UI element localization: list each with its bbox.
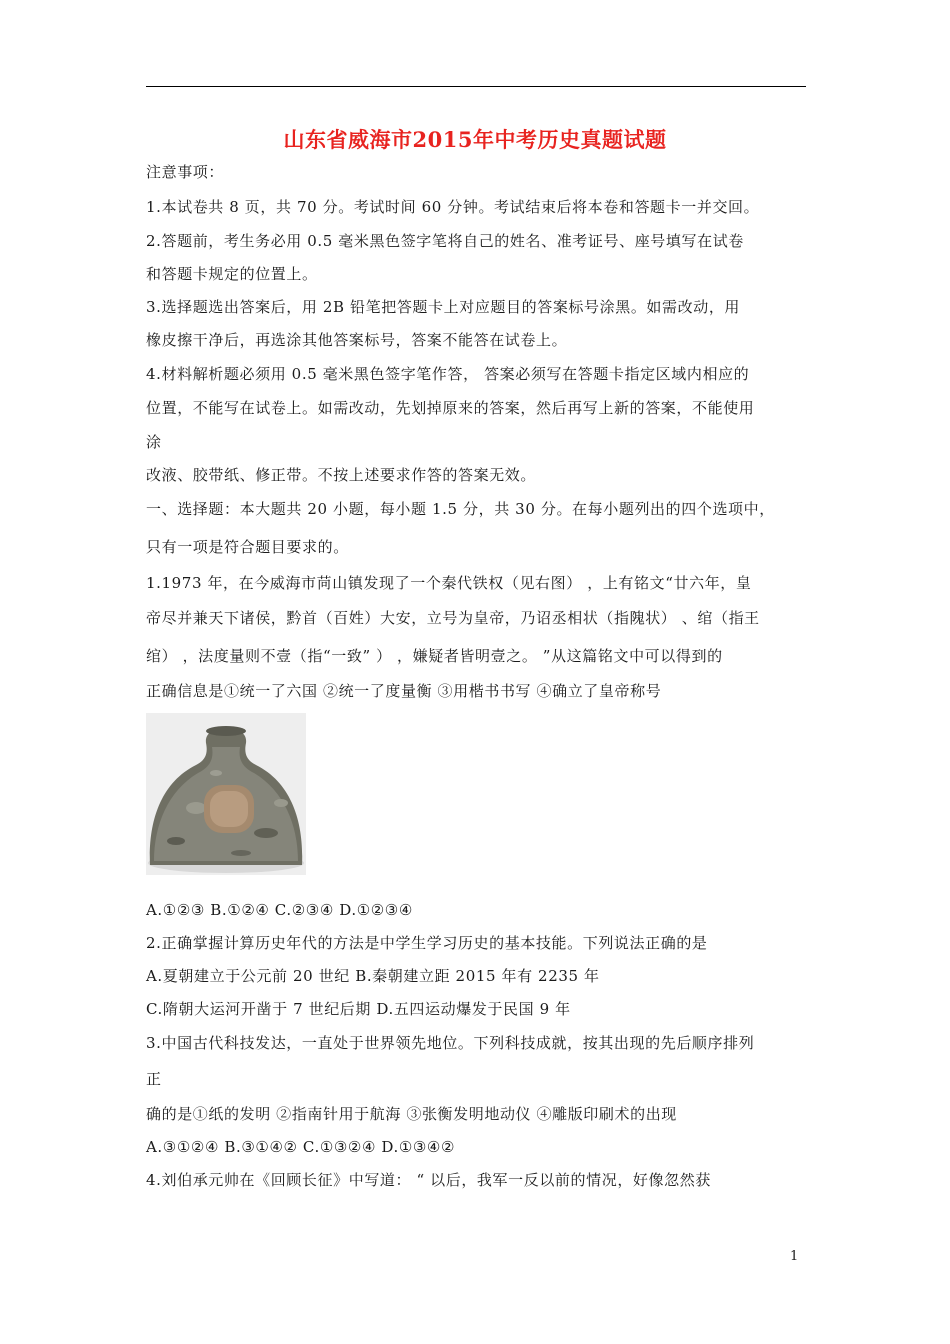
question-3-options: A.③①②④ B.③①④② C.①③②④ D.①③④② [146,1138,456,1156]
question-1: 1.1973 年，在今威海市苘山镇发现了一个秦代铁权（见右图） ，上有铭文“廿六年，皇 [146,574,752,592]
question-2-options-cd: C.隋朝大运河开凿于 7 世纪后期 D.五四运动爆发于民国 9 年 [146,1000,571,1018]
header-rule [146,86,806,87]
text-line: 橡皮擦干净后，再选涂其他答案标号，答案不能答在试卷上。 [146,331,568,349]
text-line: 确的是①纸的发明 ②指南针用于航海 ③张衡发明地动仪 ④雕版印刷术的出现 [146,1105,677,1123]
iron-weight-photo [146,713,306,875]
text-line: 位置，不能写在试卷上。如需改动，先划掉原来的答案，然后再写上新的答案，不能使用 [146,399,755,417]
question-2-options-ab: A.夏朝建立于公元前 20 世纪 B.秦朝建立距 2015 年有 2235 年 [146,967,600,985]
section-heading: 一、选择题：本大题共 20 小题，每小题 1.5 分，共 30 分。在每小题列出的四个选项中， [146,500,775,518]
text-line: 4.材料解析题必须用 0.5 毫米黑色签字笔作答， 答案必须写在答题卡指定区域内相应的 [146,365,750,383]
question-2: 2.正确掌握计算历史年代的方法是中学生学习历史的基本技能。下列说法正确的是 [146,934,708,952]
question-4: 4.刘伯承元帅在《回顾长征》中写道： “ 以后，我军一反以前的情况，好像忽然获 [146,1171,711,1189]
text-line: 帝尽并兼天下诸侯，黔首（百姓）大安，立号为皇帝，乃诏丞相状（指隗状） 、绾（指王 [146,609,760,627]
text-line: 正 [146,1070,162,1088]
question-1-options: A.①②③ B.①②④ C.②③④ D.①②③④ [146,901,413,919]
text-line: 3.选择题选出答案后，用 2B 铅笔把答题卡上对应题目的答案标号涂黑。如需改动，用 [146,298,741,316]
text-line: 正确信息是①统一了六国 ②统一了度量衡 ③用楷书书写 ④确立了皇帝称号 [146,682,662,700]
text-line: 只有一项是符合题目要求的。 [146,538,349,556]
text-line: 1.本试卷共 8 页，共 70 分。考试时间 60 分钟。考试结束后将本卷和答题卡一并交回。 [146,198,760,216]
text-line: 注意事项： [146,163,225,181]
text-line: 涂 [146,433,162,451]
text-line: 改液、胶带纸、修正带。不按上述要求作答的答案无效。 [146,466,537,484]
text-line: 2.答题前，考生务必用 0.5 毫米黑色签字笔将自己的姓名、准考证号、座号填写在试卷 [146,232,744,250]
question-3: 3.中国古代科技发达，一直处于世界领先地位。下列科技成就，按其出现的先后顺序排列 [146,1034,755,1052]
text-line: 和答题卡规定的位置上。 [146,265,318,283]
text-line: 绾） ，法度量则不壹（指“一致” ） ，嫌疑者皆明壹之。 ”从这篇铭文中可以得到的 [146,647,723,665]
page-title: 山东省威海市2015年中考历史真题试题 [283,127,667,152]
page-number: 1 [790,1249,799,1264]
